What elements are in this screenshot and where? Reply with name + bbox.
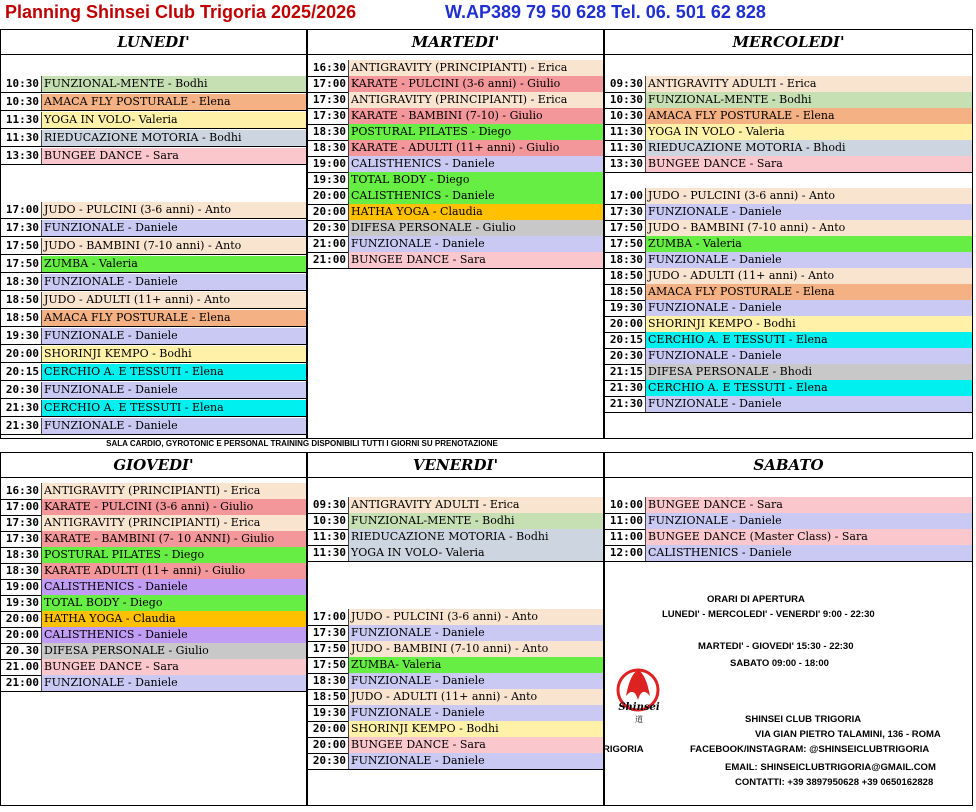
class-name: CALISTHENICS - Daniele — [348, 156, 603, 172]
opening-hours-tue-thu: MARTEDI' - GIOVEDI' 15:30 - 22:30 — [698, 641, 854, 652]
class-name: ZUMBA - Valeria — [41, 256, 306, 272]
schedule-row — [1, 579, 306, 596]
class-time: 11:30 — [609, 141, 643, 154]
class-time: 20:00 — [609, 317, 643, 330]
class-time: 17:30 — [312, 93, 346, 106]
class-name: AMACA FLY POSTURALE - Elena — [41, 94, 306, 110]
schedule-row — [308, 60, 603, 77]
day-header: GIOVEDI' — [1, 453, 306, 478]
class-time: 16:30 — [312, 61, 346, 74]
schedule-row — [1, 382, 306, 399]
schedule-row — [308, 721, 603, 738]
class-name: KARATE - PULCINI (3-6 anni) - Giulio — [41, 499, 306, 515]
day-header: MERCOLEDI' — [605, 30, 972, 55]
class-time: 17:00 — [609, 189, 643, 202]
class-time: 20.30 — [5, 644, 39, 657]
club-address: VIA GIAN PIETRO TALAMINI, 136 - ROMA — [755, 729, 941, 740]
class-time: 19:00 — [312, 157, 346, 170]
class-name: BUNGEE DANCE - Sara — [41, 148, 306, 164]
class-time: 21:00 — [312, 237, 346, 250]
day-column-venerdi — [307, 452, 604, 806]
schedule-row — [1, 627, 306, 644]
class-name: POSTURAL PILATES - Diego — [41, 547, 306, 563]
schedule-gap — [308, 561, 603, 577]
class-name: FUNZIONALE - Daniele — [348, 705, 603, 721]
schedule-row — [605, 204, 972, 221]
schedule-row — [605, 124, 972, 141]
class-name: SHORINJI KEMPO - Bodhi — [645, 316, 972, 332]
class-time: 20:30 — [312, 754, 346, 767]
class-name: HATHA YOGA - Claudia — [348, 204, 603, 220]
class-time: 19:30 — [5, 596, 39, 609]
class-time: 10:30 — [5, 95, 39, 108]
class-time: 17:50 — [609, 221, 643, 234]
schedule-row — [308, 156, 603, 173]
class-name: ZUMBA - Valeria — [645, 236, 972, 252]
class-name: DIFESA PERSONALE - Giulio — [348, 220, 603, 236]
class-time: 21:15 — [609, 365, 643, 378]
schedule-row — [308, 76, 603, 93]
class-name: FUNZIONALE - Daniele — [41, 382, 306, 398]
class-time: 20:15 — [5, 365, 39, 378]
shinsei-logo-icon — [612, 660, 666, 730]
class-name: KARATE - PULCINI (3-6 anni) - Giulio — [348, 76, 603, 92]
class-name: POSTURAL PILATES - Diego — [348, 124, 603, 140]
class-name: TOTAL BODY - Diego — [348, 172, 603, 188]
day-header: MARTEDI' — [308, 30, 603, 55]
opening-hours-title: ORARI DI APERTURA — [707, 594, 805, 605]
class-name: FUNZIONALE - Daniele — [41, 328, 306, 344]
class-name: AMACA FLY POSTURALE - Elena — [645, 108, 972, 124]
class-time: 20:00 — [5, 347, 39, 360]
class-time: 17:50 — [312, 642, 346, 655]
class-time: 17:30 — [5, 532, 39, 545]
class-name: JUDO - BAMBINI (7-10 anni) - Anto — [41, 238, 306, 254]
schedule-row — [1, 563, 306, 580]
class-time: 20:15 — [609, 333, 643, 346]
schedule-row — [308, 236, 603, 253]
class-time: 18:30 — [5, 548, 39, 561]
class-time: 17:50 — [609, 237, 643, 250]
class-time: 17:00 — [5, 500, 39, 513]
class-name: CERCHIO A. E TESSUTI - Elena — [41, 400, 306, 416]
class-time: 17:50 — [5, 257, 39, 270]
class-time: 19:30 — [5, 329, 39, 342]
class-name: ANTIGRAVITY ADULTI - Erica — [348, 497, 603, 513]
class-name: RIEDUCAZIONE MOTORIA - Bodhi — [348, 529, 603, 545]
class-time: 17:30 — [312, 626, 346, 639]
class-name: DIFESA PERSONALE - Giulio — [41, 643, 306, 659]
schedule-row — [308, 252, 603, 269]
class-name: YOGA IN VOLO - Valeria — [645, 124, 972, 140]
class-name: FUNZIONALE - Daniele — [348, 753, 603, 769]
class-name: RIEDUCAZIONE MOTORIA - Bodhi — [41, 130, 306, 146]
class-name: JUDO - ADULTI (11+ anni) - Anto — [348, 689, 603, 705]
class-name: BUNGEE DANCE - Sara — [348, 252, 603, 268]
club-name: SHINSEI CLUB TRIGORIA — [745, 714, 862, 725]
class-time: 21:30 — [609, 397, 643, 410]
class-time: 11:00 — [609, 530, 643, 543]
class-name: SHORINJI KEMPO - Bodhi — [41, 346, 306, 362]
class-time: 18:30 — [5, 564, 39, 577]
schedule-row — [1, 675, 306, 692]
schedule-row — [605, 76, 972, 93]
class-name: FUNZIONALE - Daniele — [645, 348, 972, 364]
class-name: TOTAL BODY - Diego — [41, 595, 306, 611]
schedule-row — [605, 348, 972, 365]
schedule-row — [308, 497, 603, 514]
class-time: 17:30 — [5, 516, 39, 529]
class-name: FUNZIONALE - Daniele — [645, 396, 972, 412]
schedule-gap — [308, 593, 603, 609]
class-time: 18:50 — [5, 293, 39, 306]
schedule-row — [605, 529, 972, 546]
class-time: 21:00 — [5, 676, 39, 689]
class-name: BUNGEE DANCE - Sara — [645, 156, 972, 172]
schedule-row — [1, 483, 306, 500]
schedule-row — [308, 188, 603, 205]
class-time: 19:30 — [312, 173, 346, 186]
class-time: 11:30 — [5, 131, 39, 144]
class-name: CALISTHENICS - Daniele — [348, 188, 603, 204]
club-contacts: CONTATTI: +39 3897950628 +39 0650162828 — [735, 777, 934, 788]
day-header: SABATO — [605, 453, 972, 478]
class-time: 19:30 — [312, 706, 346, 719]
schedule-row — [605, 364, 972, 381]
class-time: 11:30 — [609, 125, 643, 138]
class-name: ANTIGRAVITY ADULTI - Erica — [645, 76, 972, 92]
class-name: ANTIGRAVITY (PRINCIPIANTI) - Erica — [348, 60, 603, 76]
class-time: 18:30 — [609, 253, 643, 266]
schedule-row — [1, 400, 306, 417]
schedule-row — [1, 310, 306, 327]
class-time: 11:30 — [5, 113, 39, 126]
schedule-row — [308, 204, 603, 221]
schedule-gap — [308, 577, 603, 593]
schedule-row — [308, 625, 603, 642]
class-time: 10:30 — [312, 514, 346, 527]
schedule-row — [605, 316, 972, 333]
schedule-row — [308, 737, 603, 754]
schedule-row — [605, 268, 972, 285]
class-time: 20:00 — [5, 628, 39, 641]
class-name: CERCHIO A. E TESSUTI - Elena — [41, 364, 306, 380]
class-time: 18:50 — [5, 311, 39, 324]
schedule-row — [605, 220, 972, 237]
schedule-row — [308, 689, 603, 706]
class-time: 21:30 — [5, 401, 39, 414]
schedule-row — [605, 380, 972, 397]
class-time: 10:30 — [609, 109, 643, 122]
schedule-row — [308, 705, 603, 722]
schedule-row — [1, 346, 306, 363]
schedule-row — [1, 220, 306, 237]
class-time: 21:00 — [312, 253, 346, 266]
logo-text: Shinsei — [618, 702, 660, 713]
class-name: FUNZIONALE - Daniele — [645, 300, 972, 316]
class-time: 17:00 — [5, 203, 39, 216]
svg-text:道: 道 — [635, 715, 643, 724]
class-name: JUDO - ADULTI (11+ anni) - Anto — [41, 292, 306, 308]
class-time: 20:30 — [312, 221, 346, 234]
schedule-row — [308, 657, 603, 674]
schedule-row — [308, 140, 603, 157]
class-time: 20:30 — [609, 349, 643, 362]
class-name: FUNZIONALE - Daniele — [41, 274, 306, 290]
class-time: 13:30 — [5, 149, 39, 162]
schedule-row — [1, 274, 306, 291]
class-time: 17:50 — [5, 239, 39, 252]
class-time: 12:00 — [609, 546, 643, 559]
class-time: 20:00 — [312, 189, 346, 202]
schedule-row — [1, 418, 306, 435]
schedule-row — [308, 220, 603, 237]
schedule-row — [1, 643, 306, 660]
class-time: 18:30 — [312, 141, 346, 154]
class-time: 21:30 — [609, 381, 643, 394]
class-time: 09:30 — [312, 498, 346, 511]
class-name: FUNZIONAL-MENTE - Bodhi — [645, 92, 972, 108]
class-name: FUNZIONALE - Daniele — [41, 418, 306, 434]
class-name: JUDO - PULCINI (3-6 anni) - Anto — [645, 188, 972, 204]
schedule-row — [605, 140, 972, 157]
class-time: 20:00 — [312, 205, 346, 218]
schedule-row — [1, 595, 306, 612]
schedule-row — [605, 396, 972, 413]
class-time: 11:30 — [312, 530, 346, 543]
class-time: 18:30 — [312, 125, 346, 138]
notice-banner: SALA CARDIO, GYROTONIC E PERSONAL TRAINING DISPONIBILI TUTTI I GIORNI SU PRENOTAZIONE — [106, 439, 498, 448]
schedule-row — [605, 497, 972, 514]
day-header: LUNEDI' — [1, 30, 306, 55]
class-name: CERCHIO A. E TESSUTI - Elena — [645, 380, 972, 396]
schedule-row — [605, 188, 972, 205]
schedule-row — [1, 328, 306, 345]
schedule-row — [1, 611, 306, 628]
day-header: VENERDI' — [308, 453, 603, 478]
class-name: FUNZIONALE - Daniele — [645, 252, 972, 268]
class-time: 11:00 — [609, 514, 643, 527]
page-title: Planning Shinsei Club Trigoria 2025/2026 — [5, 2, 357, 22]
class-time: 17:00 — [312, 610, 346, 623]
class-name: YOGA IN VOLO- Valeria — [348, 545, 603, 561]
schedule-row — [308, 108, 603, 125]
schedule-row — [308, 609, 603, 626]
schedule-row — [605, 300, 972, 317]
class-name: KARATE ADULTI (11+ anni) - Giulio — [41, 563, 306, 579]
class-time: 18:30 — [5, 275, 39, 288]
schedule-row — [605, 92, 972, 109]
schedule-row — [1, 659, 306, 676]
schedule-row — [605, 284, 972, 301]
class-name: CALISTHENICS - Daniele — [41, 627, 306, 643]
class-name: CALISTHENICS - Daniele — [41, 579, 306, 595]
class-name: FUNZIONALE - Daniele — [348, 625, 603, 641]
schedule-row — [1, 238, 306, 255]
class-name: ANTIGRAVITY (PRINCIPIANTI) - Erica — [41, 483, 306, 499]
schedule-row — [605, 236, 972, 253]
class-name: BUNGEE DANCE - Sara — [41, 659, 306, 675]
class-name: BUNGEE DANCE (Master Class) - Sara — [645, 529, 972, 545]
class-time: 20:00 — [5, 612, 39, 625]
schedule-row — [1, 531, 306, 548]
schedule-row — [1, 547, 306, 564]
class-time: 17:30 — [5, 221, 39, 234]
class-time: 13:30 — [609, 157, 643, 170]
class-name: ZUMBA- Valeria — [348, 657, 603, 673]
schedule-row — [1, 76, 306, 93]
class-name: CERCHIO A. E TESSUTI - Elena — [645, 332, 972, 348]
class-name: FUNZIONAL-MENTE - Bodhi — [41, 76, 306, 92]
class-time: 16:30 — [5, 484, 39, 497]
schedule-row — [308, 529, 603, 546]
opening-hours-mon-wed-fri: LUNEDI' - MERCOLEDI' - VENERDI' 9:00 - 22:30 — [662, 609, 875, 620]
day-column-martedi — [307, 29, 604, 439]
class-name: BUNGEE DANCE - Sara — [348, 737, 603, 753]
class-time: 17:30 — [609, 205, 643, 218]
schedule-row — [1, 256, 306, 273]
class-name: AMACA FLY POSTURALE - Elena — [645, 284, 972, 300]
schedule-row — [308, 753, 603, 770]
class-name: DIFESA PERSONALE - Bhodi — [645, 364, 972, 380]
schedule-row — [605, 545, 972, 562]
schedule-row — [1, 148, 306, 165]
class-name: AMACA FLY POSTURALE - Elena — [41, 310, 306, 326]
class-time: 19:00 — [5, 580, 39, 593]
class-time: 11:30 — [312, 546, 346, 559]
trigoria-fragment: RIGORIA — [603, 744, 644, 755]
class-name: KARATE - BAMBINI (7- 10 ANNI) - Giulio — [41, 531, 306, 547]
class-time: 17:00 — [312, 77, 346, 90]
class-name: HATHA YOGA - Claudia — [41, 611, 306, 627]
class-time: 09:30 — [609, 77, 643, 90]
class-time: 18:50 — [609, 285, 643, 298]
class-name: FUNZIONALE - Daniele — [645, 204, 972, 220]
opening-hours-sat: SABATO 09:00 - 18:00 — [730, 658, 829, 669]
schedule-row — [605, 513, 972, 530]
schedule-row — [308, 513, 603, 530]
class-time: 19:30 — [609, 301, 643, 314]
schedule-row — [605, 156, 972, 173]
schedule-row — [308, 92, 603, 109]
schedule-row — [1, 292, 306, 309]
schedule-gap — [1, 166, 306, 182]
class-name: KARATE - BAMBINI (7-10) - Giulio — [348, 108, 603, 124]
class-name: ANTIGRAVITY (PRINCIPIANTI) - Erica — [348, 92, 603, 108]
club-email[interactable]: EMAIL: SHINSEICLUBTRIGORIA@GMAIL.COM — [725, 762, 936, 773]
contact-phones: W.AP389 79 50 628 Tel. 06. 501 62 828 — [445, 2, 766, 22]
class-name: JUDO - PULCINI (3-6 anni) - Anto — [41, 202, 306, 218]
schedule-row — [605, 252, 972, 269]
class-name: FUNZIONALE - Daniele — [348, 236, 603, 252]
class-name: FUNZIONAL-MENTE - Bodhi — [348, 513, 603, 529]
schedule-row — [1, 515, 306, 532]
class-name: YOGA IN VOLO- Valeria — [41, 112, 306, 128]
class-name: JUDO - ADULTI (11+ anni) - Anto — [645, 268, 972, 284]
schedule-row — [308, 545, 603, 562]
class-name: FUNZIONALE - Daniele — [348, 673, 603, 689]
schedule-row — [1, 202, 306, 219]
class-name: KARATE - ADULTI (11+ anni) - Giulio — [348, 140, 603, 156]
class-name: FUNZIONALE - Daniele — [41, 675, 306, 691]
schedule-row — [1, 499, 306, 516]
class-name: FUNZIONALE - Daniele — [41, 220, 306, 236]
class-time: 20:00 — [312, 722, 346, 735]
schedule-gap — [1, 184, 306, 200]
class-time: 20:00 — [312, 738, 346, 751]
class-time: 21.00 — [5, 660, 39, 673]
day-column-lunedi — [0, 29, 307, 439]
class-time: 10:30 — [5, 77, 39, 90]
class-time: 20:30 — [5, 383, 39, 396]
schedule-gap — [605, 172, 972, 188]
class-time: 21:30 — [5, 419, 39, 432]
schedule-row — [308, 124, 603, 141]
class-time: 10:30 — [609, 93, 643, 106]
class-name: BUNGEE DANCE - Sara — [645, 497, 972, 513]
schedule-row — [605, 108, 972, 125]
schedule-row — [1, 112, 306, 129]
class-name: FUNZIONALE - Daniele — [645, 513, 972, 529]
day-column-giovedi — [0, 452, 307, 806]
schedule-row — [1, 94, 306, 111]
class-name: SHORINJI KEMPO - Bodhi — [348, 721, 603, 737]
schedule-row — [1, 130, 306, 147]
class-time: 18:30 — [312, 674, 346, 687]
class-name: JUDO - BAMBINI (7-10 anni) - Anto — [348, 641, 603, 657]
schedule-row — [1, 364, 306, 381]
schedule-row — [605, 332, 972, 349]
class-name: CALISTHENICS - Daniele — [645, 545, 972, 561]
class-name: ANTIGRAVITY (PRINCIPIANTI) - Erica — [41, 515, 306, 531]
class-time: 17:30 — [312, 109, 346, 122]
class-time: 10:00 — [609, 498, 643, 511]
schedule-row — [308, 172, 603, 189]
day-column-mercoledi — [604, 29, 973, 439]
schedule-row — [308, 641, 603, 658]
club-social[interactable]: FACEBOOK/INSTAGRAM: @SHINSEICLUBTRIGORIA — [690, 744, 930, 755]
class-name: JUDO - PULCINI (3-6 anni) - Anto — [348, 609, 603, 625]
class-time: 17:50 — [312, 658, 346, 671]
class-time: 18:50 — [609, 269, 643, 282]
class-name: RIEDUCAZIONE MOTORIA - Bhodi — [645, 140, 972, 156]
class-time: 18:50 — [312, 690, 346, 703]
schedule-row — [308, 673, 603, 690]
class-name: JUDO - BAMBINI (7-10 anni) - Anto — [645, 220, 972, 236]
